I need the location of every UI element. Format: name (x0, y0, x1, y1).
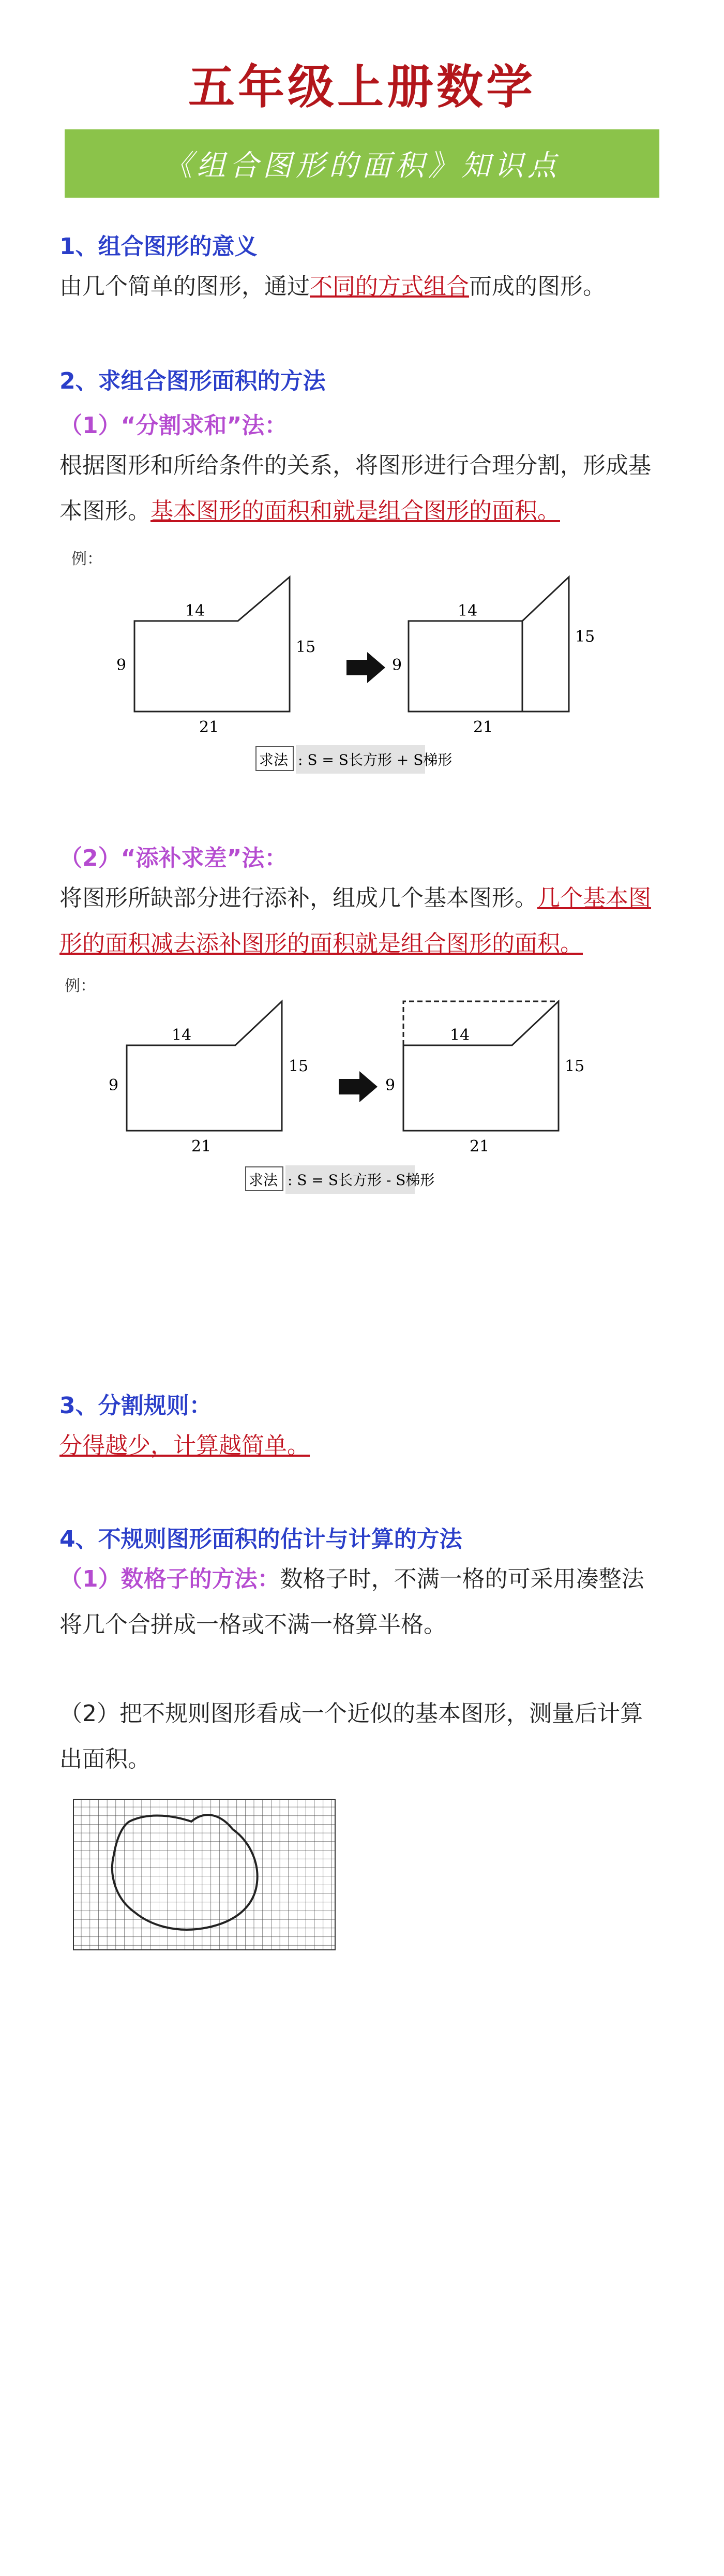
example1-label: 例： (71, 550, 102, 568)
dim-bottom-left: 21 (191, 1137, 212, 1156)
section2-heading: 2、求组合图形面积的方法 (59, 368, 326, 394)
method1-heading: （1）“分割求和”法： (59, 412, 288, 439)
formula1: : S = S长方形 + S梯形 (298, 751, 452, 768)
dim-top-right: 14 (458, 602, 478, 620)
rectangle-part (409, 621, 522, 712)
dim-bottom-right: 21 (473, 718, 493, 736)
section1-text: 由几个简单的图形，通过不同的方式组合而成的图形。 (59, 273, 606, 300)
method1-highlight: 基本图形的面积和就是组合图形的面积。 (150, 498, 560, 524)
dim-right-left: 15 (289, 1057, 309, 1075)
dim-left-right: 9 (392, 656, 402, 674)
example1-diagram (109, 564, 615, 781)
section3-heading: 3、分割规则： (59, 1393, 212, 1419)
example2-label: 例： (65, 977, 96, 995)
dim-top-left: 14 (172, 1026, 192, 1044)
section4-item2: （2）把不规则图形看成一个近似的基本图形，测量后计算出面积。 (59, 1700, 643, 1772)
arrow-right-icon (339, 1071, 378, 1102)
dim-top-left: 14 (185, 602, 205, 620)
formula2: : S = S长方形 - S梯形 (288, 1172, 435, 1189)
composite-shape-right (403, 1001, 559, 1131)
grid-irregular-shape-figure (72, 1798, 336, 1951)
composite-shape-left (127, 1001, 282, 1131)
dim-left-left: 9 (116, 656, 127, 674)
dim-left-right: 9 (385, 1076, 396, 1094)
dim-right-right: 15 (575, 628, 595, 646)
method2-heading: （2）“添补求差”法： (59, 845, 288, 871)
title-banner (65, 129, 659, 198)
dim-bottom-right: 21 (470, 1137, 490, 1156)
formula1-label: 求法 (259, 751, 289, 768)
dim-left-left: 9 (109, 1076, 119, 1094)
section1-heading: 1、组合图形的意义 (59, 233, 258, 260)
dim-bottom-left: 21 (199, 718, 219, 736)
method1-text: 根据图形和所给条件的关系，将图形进行合理分割，形成基本图形。基本图形的面积和就是组合图形的面积。 (59, 452, 651, 524)
method2-highlight: 几个基本图形的面积减去添补图形的面积就是组合图形的面积。 (59, 885, 651, 957)
example2-diagram (103, 991, 610, 1208)
page-title: 五年级上册数学 (188, 60, 536, 114)
dim-top-right: 14 (450, 1026, 470, 1044)
dim-right-left: 15 (296, 638, 316, 656)
composite-shape-left (134, 577, 290, 712)
method2-text: 将图形所缺部分进行添补，组成几个基本图形。几个基本图形的面积减去添补图形的面积就是组合图形的面积。 (59, 885, 651, 957)
formula2-label: 求法 (249, 1172, 278, 1189)
banner-text: 《组合图形的面积》知识点 (163, 149, 561, 183)
trapezoid-part (522, 577, 569, 712)
section4-heading: 4、不规则图形面积的估计与计算的方法 (59, 1526, 462, 1552)
arrow-right-icon (346, 652, 385, 683)
dim-right-right: 15 (565, 1057, 585, 1075)
section1-highlight: 不同的方式组合 (310, 273, 469, 300)
section4-item1: （1）数格子的方法：数格子时，不满一格的可采用凑整法将几个合拼成一格或不满一格算半格。 (59, 1566, 644, 1638)
section3-text: 分得越少，计算越简单。 (59, 1432, 310, 1459)
